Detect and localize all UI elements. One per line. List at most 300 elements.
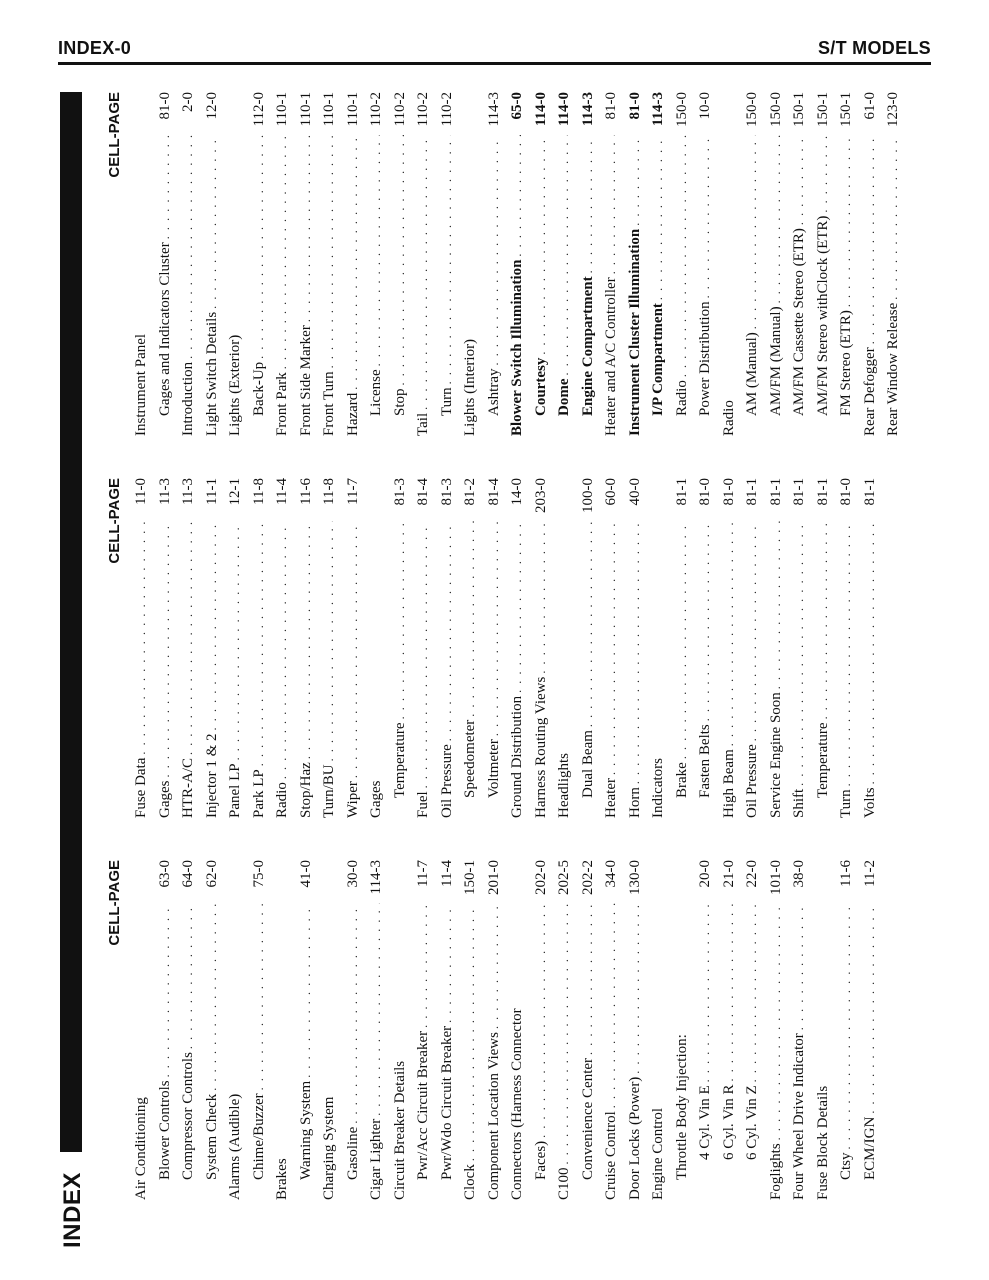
index-entry — [694, 860, 718, 1200]
dot-leader — [177, 135, 201, 359]
index-entry — [671, 92, 695, 436]
index-entry-label: Oil Pressure — [744, 744, 760, 818]
index-entry-label: Back-Up — [250, 361, 267, 416]
dot-leader — [577, 135, 601, 273]
index-entry — [694, 92, 718, 436]
index-entry-page: 11-3 — [180, 478, 196, 505]
index-entry-label: Gages and Indicators Cluster — [156, 242, 173, 416]
index-entry-page: 202-5 — [556, 860, 572, 895]
index-entry-page: 65-0 — [509, 92, 525, 120]
dot-leader — [389, 521, 413, 719]
dot-leader — [718, 903, 742, 1081]
index-entry-page: 63-0 — [156, 860, 173, 888]
index-entry-label: Voltmeter — [485, 739, 502, 798]
dot-leader — [318, 521, 342, 761]
index-rows — [130, 92, 906, 436]
index-entry-label: ECM/IGN — [861, 1116, 878, 1180]
index-entry-page: 114-3 — [650, 92, 666, 127]
index-entry — [248, 92, 272, 436]
index-entry-page: 110-2 — [391, 92, 408, 127]
index-entry — [295, 860, 319, 1200]
dot-leader — [835, 135, 859, 307]
index-entry-label: Cruise Control — [603, 1111, 619, 1200]
dot-leader — [459, 521, 483, 717]
dot-leader — [788, 135, 812, 225]
index-entry — [436, 860, 460, 1200]
index-entry-page: 150-0 — [767, 92, 784, 127]
dot-leader — [624, 135, 648, 226]
index-entry-label: Headlights — [556, 753, 572, 818]
index-entry — [577, 478, 601, 818]
index-entry — [248, 860, 272, 1200]
index-entry-label: System Check — [203, 1093, 220, 1180]
dot-leader — [671, 135, 695, 377]
index-entry — [812, 92, 836, 436]
index-entry-label: Blower Controls — [156, 1080, 173, 1180]
index-entry-label: Turn — [838, 789, 854, 818]
index-entry — [530, 860, 554, 1200]
dot-leader — [130, 521, 154, 755]
index-entry — [741, 478, 765, 818]
index-entry-page: 60-0 — [603, 478, 619, 506]
dot-leader — [295, 903, 319, 1078]
dot-leader — [859, 903, 883, 1114]
index-entry — [600, 860, 624, 1200]
index-entry — [365, 478, 389, 818]
index-entry-label: Service Engine Soon — [767, 692, 784, 818]
index-entry-label: Ctsy — [838, 1152, 854, 1180]
index-entry-label: Dome — [556, 378, 572, 416]
index-entry-page: 81-4 — [415, 478, 431, 506]
index-entry-label: Shift — [791, 788, 807, 818]
index-entry — [741, 92, 765, 436]
index-entry-page: 110-1 — [344, 92, 361, 127]
index-title-bar — [60, 92, 82, 1152]
index-entry-label: Warning System — [297, 1080, 314, 1180]
index-entry — [812, 478, 836, 818]
index-entry — [130, 478, 154, 818]
index-entry-label: Light Switch Details — [203, 311, 220, 436]
index-entry — [483, 92, 507, 436]
index-entry-page: 110-2 — [438, 92, 455, 127]
index-entry — [859, 92, 883, 436]
index-entry — [389, 478, 413, 818]
index-entry-label: Harness Routing Views — [532, 676, 549, 818]
index-entry — [459, 478, 483, 818]
dot-leader — [647, 135, 671, 300]
index-entry-page: 11-4 — [438, 860, 455, 887]
index-entry-page: 81-0 — [720, 478, 737, 506]
index-entry — [765, 478, 789, 818]
index-rows — [130, 478, 882, 818]
index-entry — [859, 860, 883, 1200]
index-entry-label: Faces) — [532, 1140, 549, 1180]
dot-leader — [295, 521, 319, 759]
index-entry-page: 11-0 — [133, 478, 149, 505]
index-entry-page: 11-8 — [321, 478, 337, 505]
index-entry — [765, 92, 789, 436]
index-entry-label: Volts — [861, 787, 878, 818]
dot-leader — [389, 135, 413, 385]
dot-leader — [318, 135, 342, 368]
index-entry — [788, 92, 812, 436]
dot-leader — [718, 521, 742, 746]
index-entry — [342, 478, 366, 818]
index-entry — [530, 92, 554, 436]
dot-leader — [248, 135, 272, 359]
index-entry-label: Panel LP — [227, 763, 243, 818]
index-entry — [624, 478, 648, 818]
index-entry — [600, 478, 624, 818]
index-entry-label: Throttle Body Injection: — [673, 1034, 690, 1180]
index-entry-page: 114-0 — [532, 92, 549, 127]
index-entry — [365, 860, 389, 1200]
index-entry-label: Turn — [438, 387, 455, 416]
index-entry-label: Foglights — [767, 1143, 784, 1200]
index-entry-page: 40-0 — [626, 478, 643, 506]
dot-leader — [436, 521, 460, 741]
index-column-1 — [100, 860, 882, 1200]
index-entry — [130, 92, 154, 436]
index-entry-label: Rear Window Release — [885, 302, 901, 436]
index-entry-page: 150-0 — [744, 92, 760, 127]
index-entry — [624, 860, 648, 1200]
index-entry-label: Heater and A/C Controller — [603, 277, 619, 436]
index-entry — [436, 478, 460, 818]
index-entry — [224, 860, 248, 1200]
index-entry-label: Instrument Cluster Illumination — [626, 228, 643, 436]
index-entry — [154, 860, 178, 1200]
index-entry-label: Door Locks (Power) — [626, 1076, 643, 1200]
index-entry-page: 81-0 — [838, 478, 854, 506]
index-entry-page: 62-0 — [203, 860, 220, 888]
dot-leader — [694, 903, 718, 1082]
index-entry — [835, 92, 859, 436]
index-entry — [177, 860, 201, 1200]
index-entry-page: 201-0 — [485, 860, 502, 895]
dot-leader — [295, 135, 319, 322]
index-entry — [835, 860, 859, 1200]
index-entry-page: 11-7 — [344, 478, 361, 505]
index-entry — [788, 860, 812, 1200]
index-entry-label: Stop — [391, 388, 408, 416]
dot-leader — [553, 903, 577, 1164]
index-entry — [271, 478, 295, 818]
dot-leader — [412, 521, 436, 788]
index-entry-page: 110-1 — [274, 92, 290, 127]
index-entry — [553, 860, 577, 1200]
index-entry-label: AM (Manual) — [744, 332, 760, 416]
index-entry — [647, 860, 671, 1200]
index-entry-label: Lights (Exterior) — [227, 334, 243, 436]
index-entry-label: 6 Cyl. Vin Z — [744, 1085, 760, 1160]
index-entry-page: 112-0 — [250, 92, 267, 127]
index-entry-label: Gasoline — [344, 1126, 361, 1180]
index-entry — [718, 478, 742, 818]
index-entry-label: Radio — [673, 380, 690, 416]
index-entry-page: 114-3 — [579, 92, 596, 127]
index-entry — [553, 92, 577, 436]
index-entry-label: Lights (Interior) — [462, 338, 478, 436]
dot-leader — [154, 521, 178, 778]
index-entry — [459, 860, 483, 1200]
column-header: CELL-PAGE — [106, 478, 123, 564]
index-entry-label: Engine Control — [650, 1107, 666, 1200]
index-entry — [318, 92, 342, 436]
index-entry-page: 150-1 — [814, 92, 831, 127]
dot-leader — [224, 521, 248, 760]
index-entry-label: Temperature — [814, 722, 831, 798]
index-title-row — [58, 92, 90, 1248]
index-entry-label: Chime/Buzzer — [250, 1093, 267, 1180]
index-entry-page: 81-1 — [861, 478, 878, 506]
index-entry-page: 14-0 — [509, 478, 525, 506]
dot-leader — [365, 135, 389, 366]
index-entry-page: 203-0 — [532, 478, 549, 513]
dot-leader — [248, 903, 272, 1090]
index-entry-label: Alarms (Audible) — [227, 1093, 243, 1200]
index-entry-page: 11-2 — [861, 860, 878, 887]
index-entry-label: Tail — [415, 412, 431, 436]
index-entry — [342, 92, 366, 436]
index-entry-label: Fuse Data — [133, 757, 149, 818]
index-entry-label: Rear Defogger — [861, 347, 878, 436]
index-entry — [177, 478, 201, 818]
index-entry — [671, 860, 695, 1200]
index-entry-page: 81-3 — [438, 478, 455, 506]
index-entry-label: Injector 1 & 2 — [203, 733, 220, 818]
index-entry-label: Fuel — [415, 791, 431, 818]
index-entry — [412, 92, 436, 436]
index-entry-page: 81-3 — [391, 478, 408, 506]
index-entry-label: Gages — [368, 780, 384, 818]
index-entry-label: AM/FM (Manual) — [767, 306, 784, 416]
index-entry-page: 81-1 — [673, 478, 690, 506]
index-entry-page: 110-2 — [368, 92, 384, 127]
index-entry — [483, 860, 507, 1200]
dot-leader — [577, 903, 601, 1055]
index-entry — [741, 860, 765, 1200]
index-entry — [812, 860, 836, 1200]
dot-leader — [506, 135, 530, 257]
column-header: CELL-PAGE — [106, 92, 123, 178]
dot-leader — [882, 135, 906, 300]
dot-leader — [835, 903, 859, 1149]
index-entry-label: Connectors (Harness Connector — [509, 1008, 525, 1200]
index-entry — [436, 92, 460, 436]
dot-leader — [765, 135, 789, 303]
index-entry-label: AM/FM Cassette Stereo (ETR) — [791, 228, 807, 416]
index-entry-page: 11-3 — [156, 478, 173, 505]
index-entry-page: 202-0 — [532, 860, 549, 895]
dot-leader — [459, 903, 483, 1161]
index-entry — [718, 860, 742, 1200]
index-entry-label: Front Turn — [321, 371, 337, 436]
index-entry — [318, 860, 342, 1200]
index-entry-label: HTR-A/C — [180, 758, 196, 818]
index-entry-page: 38-0 — [791, 860, 807, 888]
dot-leader — [177, 521, 201, 755]
index-entry-label: Pwr/Acc Circuit Breaker — [415, 1030, 431, 1180]
index-entry-page: 11-4 — [274, 478, 290, 505]
index-entry — [389, 860, 413, 1200]
index-entry-page: 64-0 — [180, 860, 196, 888]
dot-leader — [624, 903, 648, 1074]
dot-leader — [248, 521, 272, 766]
dot-leader — [530, 903, 554, 1138]
page-header-left: INDEX-0 — [58, 38, 132, 58]
index-entry-page: 110-2 — [415, 92, 431, 127]
index-entry-page: 30-0 — [344, 860, 361, 888]
index-entry — [647, 92, 671, 436]
index-entry-page: 75-0 — [250, 860, 267, 888]
index-entry-page: 81-0 — [626, 92, 643, 120]
index-entry — [553, 478, 577, 818]
index-entry-page: 12-1 — [227, 478, 243, 506]
dot-leader — [506, 521, 530, 693]
index-entry — [201, 92, 225, 436]
dot-leader — [835, 521, 859, 786]
dot-leader — [201, 135, 225, 309]
index-entry-page: 101-0 — [767, 860, 784, 895]
header-rule — [58, 62, 931, 65]
index-entry — [248, 478, 272, 818]
index-entry — [835, 478, 859, 818]
index-entry-page: 41-0 — [297, 860, 314, 888]
dot-leader — [741, 135, 765, 329]
index-entry-page: 110-1 — [297, 92, 314, 127]
index-entry — [342, 860, 366, 1200]
dot-leader — [600, 521, 624, 775]
index-entry-label: Turn/BU — [321, 764, 337, 818]
index-entry-page: 110-1 — [321, 92, 337, 127]
index-entry-label: Ground Distribution — [509, 695, 525, 818]
index-entry-page: 81-1 — [744, 478, 760, 506]
dot-leader — [553, 135, 577, 376]
index-entry-label: Clock — [462, 1164, 478, 1200]
index-entry-page: 12-0 — [203, 92, 220, 120]
index-entry — [271, 92, 295, 436]
index-column-3 — [100, 92, 906, 436]
index-entry — [224, 92, 248, 436]
index-entry-page: 20-0 — [697, 860, 713, 888]
dot-leader — [765, 521, 789, 689]
index-entry-label: FM Stereo (ETR) — [838, 310, 854, 416]
index-entry-label: Oil Pressure — [438, 744, 455, 818]
index-entry-label: Introduction — [180, 361, 196, 436]
index-entry-label: Horn — [626, 787, 643, 818]
index-entry — [624, 92, 648, 436]
index-title: INDEX — [59, 1172, 86, 1248]
index-entry — [412, 478, 436, 818]
index-entry — [765, 860, 789, 1200]
index-entry-page: 81-1 — [767, 478, 784, 506]
index-entry — [694, 478, 718, 818]
index-entry — [201, 478, 225, 818]
index-entry-label: Engine Compartment — [579, 276, 596, 416]
dot-leader — [177, 903, 201, 1049]
dot-leader — [530, 521, 554, 674]
dot-leader — [483, 521, 507, 736]
index-entry — [506, 860, 530, 1200]
dot-leader — [859, 135, 883, 344]
index-entry — [577, 92, 601, 436]
index-entry-label: Charging System — [321, 1096, 337, 1200]
index-entry-page: 11-8 — [250, 478, 267, 505]
index-entry-label: C100 — [556, 1167, 572, 1200]
index-entry-label: 6 Cyl. Vin R — [720, 1084, 737, 1160]
index-entry-page: 114-3 — [485, 92, 502, 127]
index-entry — [530, 478, 554, 818]
dot-leader — [412, 903, 436, 1028]
index-entry — [130, 860, 154, 1200]
column-header: CELL-PAGE — [106, 860, 123, 946]
dot-leader — [271, 135, 295, 369]
index-entry — [459, 92, 483, 436]
dot-leader — [154, 135, 178, 239]
dot-leader — [365, 903, 389, 1116]
index-entry — [483, 478, 507, 818]
dot-leader — [765, 903, 789, 1140]
index-entry-label: Temperature — [391, 722, 408, 798]
index-entry-page: 202-2 — [579, 860, 596, 895]
index-entry — [882, 92, 906, 436]
dot-leader — [201, 521, 225, 730]
index-entry-label: Fuse Block Details — [814, 1085, 831, 1200]
index-entry-page: 21-0 — [720, 860, 737, 888]
index-entry — [365, 92, 389, 436]
index-entry-label: Power Distribution — [697, 301, 713, 416]
index-entry-label: Compressor Controls — [180, 1052, 196, 1180]
dot-leader — [812, 521, 836, 719]
index-entry-page: 81-1 — [814, 478, 831, 506]
index-entry-page: 81-1 — [791, 478, 807, 506]
dot-leader — [741, 521, 765, 741]
index-entry-label: Fasten Belts — [697, 724, 713, 798]
index-entry-label: Stop/Haz — [297, 762, 314, 818]
index-entry — [177, 92, 201, 436]
index-entry — [506, 478, 530, 818]
dot-leader — [436, 135, 460, 384]
dot-leader — [694, 521, 718, 721]
index-entry-page: 61-0 — [861, 92, 878, 120]
dot-leader — [624, 521, 648, 784]
index-entry — [154, 92, 178, 436]
index-entry — [600, 92, 624, 436]
index-entry — [201, 860, 225, 1200]
index-entry-label: 4 Cyl. Vin E — [697, 1085, 713, 1160]
index-entry-label: Indicators — [650, 758, 666, 818]
index-entry — [412, 860, 436, 1200]
index-column-2 — [100, 478, 882, 818]
index-entry-label: Convenience Center — [579, 1057, 596, 1180]
index-entry-label: I/P Compartment — [650, 303, 666, 416]
dot-leader — [483, 903, 507, 1029]
index-entry-page: 150-0 — [673, 92, 690, 127]
dot-leader — [859, 521, 883, 784]
page-header-right: S/T MODELS — [817, 38, 931, 58]
index-entry — [718, 92, 742, 436]
index-entry-page: 130-0 — [626, 860, 643, 895]
dot-leader — [600, 903, 624, 1108]
dot-leader — [788, 521, 812, 786]
index-entry-page: 11-6 — [297, 478, 314, 505]
index-entry-page: 81-4 — [485, 478, 502, 506]
index-entry-page: 100-0 — [579, 478, 596, 513]
index-entry-label: Speedometer — [462, 719, 478, 798]
index-entry-label: Component Location Views — [485, 1032, 502, 1200]
dot-leader — [483, 135, 507, 366]
